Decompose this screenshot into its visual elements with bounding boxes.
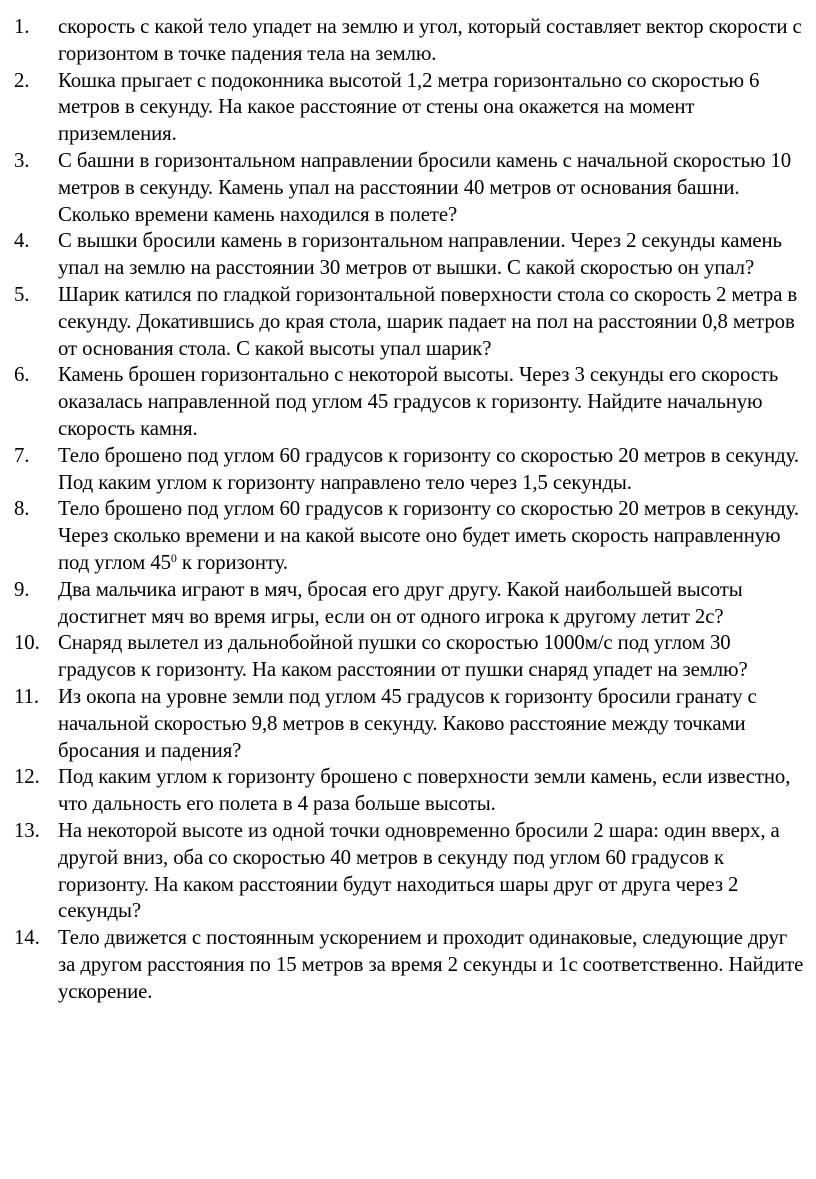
problem-text: Снаряд вылетел из дальнобойной пушки со скоростью 1000м/с под углом 30 градусов к горизонту. На каком расстоянии от пушки снаряд упадет на землю? — [58, 631, 748, 682]
problem-text: Тело брошено под углом 60 градусов к горизонту со скоростью 20 метров в секунду. Под каким углом к горизонту направлено тело через 1,5 секунды. — [58, 443, 799, 494]
problem-text: Под каким углом к горизонту брошено с поверхности земли камень, если известно, что дальность его полета в 4 раза больше высоты. — [58, 765, 791, 816]
problem-number: 14. — [14, 926, 40, 950]
problem-number: 13. — [14, 818, 40, 842]
problem-number: 7. — [14, 443, 30, 467]
problem-item — [14, 818, 814, 925]
problem-item — [14, 496, 814, 576]
problem-item — [14, 630, 814, 684]
problem-text: Шарик катился по гладкой горизонтальной поверхности стола со скорость 2 метра в секунду. Докатившись до края стола, шарик падает на пол на расстоянии 0,8 метров от основания стола. С какой высоты упал шарик? — [58, 282, 798, 360]
problem-number: 5. — [14, 282, 30, 306]
problem-number: 10. — [14, 631, 40, 655]
problem-number: 6. — [14, 363, 30, 387]
problem-item — [14, 14, 814, 68]
problem-number: 2. — [14, 68, 30, 92]
problem-number: 11. — [14, 684, 39, 708]
problem-number: 4. — [14, 229, 30, 253]
problem-item — [14, 925, 814, 1005]
problem-item — [14, 148, 814, 228]
problem-item — [14, 764, 814, 818]
problem-text: Два мальчика играют в мяч, бросая его друг другу. Какой наибольшей высоты достигнет мяч во время игры, если он от одного игрока к другому летит 2с? — [58, 577, 743, 628]
problem-item — [14, 443, 814, 497]
problem-text-part: к горизонту. — [176, 550, 288, 574]
problem-text: С вышки бросили камень в горизонтальном направлении. Через 2 секунды камень упал на землю на расстоянии 30 метров от вышки. С какой скоростью он упал? — [58, 229, 782, 280]
problem-item — [14, 577, 814, 631]
degree-superscript: 0 — [170, 550, 177, 565]
problem-text: На некоторой высоте из одной точки одновременно бросили 2 шара: один вверх, а другой вниз, оба со скоростью 40 метров в секунду под углом 60 градусов к горизонту. На каком расстоянии будут находиться шары друг от друга через 2 секунды? — [58, 818, 780, 923]
problem-list — [14, 14, 814, 1005]
problem-text-part: Тело брошено под углом 60 градусов к горизонту со скоростью 20 метров в секунду. Через сколько времени и на какой высоте оно будет иметь скорость направленную под углом 45 — [58, 497, 799, 574]
problem-number: 8. — [14, 497, 30, 521]
problem-number: 1. — [14, 15, 30, 38]
problem-number: 3. — [14, 148, 30, 172]
problem-text — [58, 496, 808, 576]
problem-item — [14, 684, 814, 764]
problem-number: 9. — [14, 577, 30, 601]
problem-item — [14, 362, 814, 442]
problem-item — [14, 68, 814, 148]
problem-text: С башни в горизонтальном направлении бросили камень с начальной скоростью 10 метров в секунду. Камень упал на расстоянии 40 метров от основания башни. Сколько времени камень находился в полете? — [58, 148, 792, 226]
problem-text: скорость с какой тело упадет на землю и угол, который составляет вектор скорости с горизонтом в точке падения тела на землю. — [58, 15, 802, 65]
problem-item — [14, 228, 814, 282]
problem-text: Тело движется с постоянным ускорением и проходит одинаковые, следующие друг за другом расстояния по 15 метров за время 2 секунды и 1с соответственно. Найдите ускорение. — [58, 926, 804, 1003]
problem-text: Из окопа на уровне земли под углом 45 градусов к горизонту бросили гранату с начальной скоростью 9,8 метров в секунду. Каково расстояние между точками бросания и падения? — [58, 684, 757, 762]
problem-number: 12. — [14, 765, 40, 789]
problem-item — [14, 282, 814, 362]
problem-text: Кошка прыгает с подоконника высотой 1,2 метра горизонтально со скоростью 6 метров в секунду. На какое расстояние от стены она окажется на момент приземления. — [58, 68, 760, 146]
problem-text: Камень брошен горизонтально с некоторой высоты. Через 3 секунды его скорость оказалась направленной под углом 45 градусов к горизонту. Найдите начальную скорость камня. — [58, 363, 779, 440]
